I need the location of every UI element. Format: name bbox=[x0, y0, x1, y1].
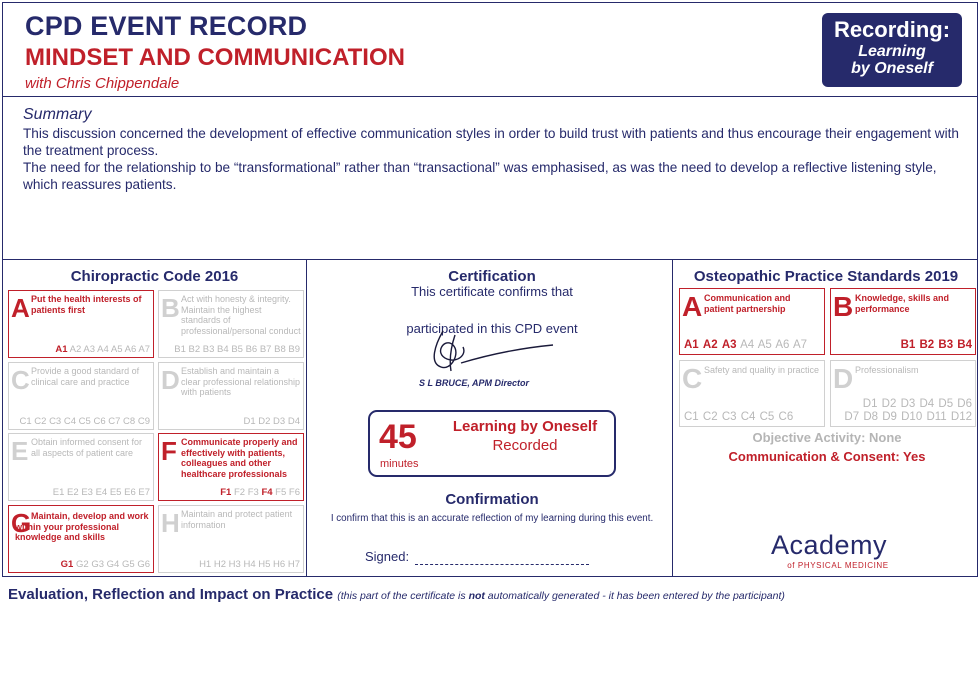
evaluation-heading bbox=[8, 586, 785, 603]
standard-code: F3 bbox=[247, 487, 259, 498]
standard-code: B4 bbox=[217, 344, 229, 355]
standard-code: B9 bbox=[288, 344, 300, 355]
box-description: Knowledge, skills and performance bbox=[855, 293, 950, 314]
standard-code: A3 bbox=[83, 344, 95, 355]
box-description: Maintain and protect patient information bbox=[181, 509, 293, 530]
box-letter: A bbox=[11, 293, 30, 323]
note-text: automatically generated - it has been entered by the participant) bbox=[484, 590, 785, 602]
osteo-box-d bbox=[830, 360, 976, 427]
standard-code: B1 bbox=[174, 344, 186, 355]
box-description: Provide a good standard of clinical care and practice bbox=[31, 366, 140, 387]
standard-code: H1 bbox=[199, 559, 212, 570]
standard-code: D12 bbox=[950, 411, 972, 423]
participated-line: participated in this CPD event bbox=[406, 321, 578, 336]
standard-code: A4 bbox=[740, 339, 755, 351]
standard-code: D3 bbox=[273, 416, 286, 427]
presenter: with Chris Chippendale bbox=[25, 75, 180, 92]
standard-code: B4 bbox=[957, 339, 972, 351]
box-letter: E bbox=[11, 436, 29, 466]
standard-code: B3 bbox=[202, 344, 215, 355]
standard-code: A7 bbox=[138, 344, 150, 355]
record-title: CPD EVENT RECORD bbox=[25, 11, 308, 41]
box-description: Act with honesty & integrity. Maintain the highest standards of professional/personal conduct bbox=[181, 294, 301, 336]
certification-heading: Certification bbox=[448, 268, 536, 285]
summary-heading: Summary bbox=[23, 106, 92, 123]
box-description: Safety and quality in practice bbox=[704, 365, 820, 375]
standard-code: C6 bbox=[93, 416, 106, 427]
chiro-box-a bbox=[8, 290, 154, 358]
standard-code: E3 bbox=[81, 487, 93, 498]
box-description: Communication and patient partnership bbox=[704, 293, 791, 314]
divider bbox=[672, 260, 673, 577]
osteo-heading: Osteopathic Practice Standards 2019 bbox=[693, 268, 959, 285]
box-letter: B bbox=[161, 293, 180, 323]
standard-code: D2 bbox=[881, 398, 897, 410]
standard-code: C8 bbox=[123, 416, 136, 427]
standard-code: F5 bbox=[275, 487, 287, 498]
header bbox=[2, 2, 978, 96]
standard-code: G4 bbox=[106, 559, 120, 570]
box-codes-row1 bbox=[863, 398, 972, 410]
standard-code: E7 bbox=[138, 487, 150, 498]
standard-code: F6 bbox=[288, 487, 300, 498]
box-codes bbox=[53, 487, 150, 498]
recording-badge bbox=[822, 13, 962, 87]
osteo-box-c bbox=[679, 360, 825, 427]
box-codes bbox=[220, 487, 300, 498]
standard-code: H6 bbox=[273, 559, 286, 570]
standard-code: C1 bbox=[19, 416, 32, 427]
osteo-box-a bbox=[679, 288, 825, 355]
chiro-box-h bbox=[158, 505, 304, 573]
standard-code: D8 bbox=[863, 411, 879, 423]
standard-code: B3 bbox=[938, 339, 954, 351]
box-codes bbox=[19, 416, 150, 427]
standard-code: D10 bbox=[901, 411, 923, 423]
standard-code: B7 bbox=[259, 344, 272, 355]
standard-code: D5 bbox=[938, 398, 954, 410]
box-codes bbox=[684, 339, 807, 351]
standard-code: H2 bbox=[213, 559, 227, 570]
box-codes bbox=[61, 559, 150, 570]
event-title: MINDSET AND COMMUNICATION bbox=[25, 44, 405, 71]
signer-name: S L BRUCE, APM Director bbox=[419, 378, 530, 388]
chiro-box-d bbox=[158, 362, 304, 430]
standard-code: C7 bbox=[108, 416, 121, 427]
standard-code: F2 bbox=[233, 487, 246, 498]
standard-code: E1 bbox=[52, 487, 65, 498]
standard-code: C2 bbox=[702, 411, 718, 423]
box-codes bbox=[243, 416, 300, 427]
standard-code: B5 bbox=[231, 344, 243, 355]
standard-code: A2 bbox=[702, 339, 718, 351]
standard-code: C5 bbox=[78, 416, 91, 427]
standard-code: H3 bbox=[228, 559, 241, 570]
standard-code: A5 bbox=[110, 344, 123, 355]
standard-code: A1 bbox=[55, 344, 68, 355]
box-letter: D bbox=[833, 363, 854, 394]
standard-code: D1 bbox=[243, 416, 256, 427]
standard-code: A1 bbox=[684, 339, 699, 351]
standard-code: C1 bbox=[684, 411, 699, 423]
standard-code: C9 bbox=[137, 416, 150, 427]
standard-code: A4 bbox=[97, 344, 109, 355]
box-description: Professionalism bbox=[855, 365, 919, 375]
objective-activity: Objective Activity: None bbox=[752, 430, 902, 445]
standard-code: H5 bbox=[258, 559, 271, 570]
chiro-box-c bbox=[8, 362, 154, 430]
summary-section bbox=[2, 96, 978, 260]
chiro-box-e bbox=[8, 433, 154, 501]
box-codes bbox=[199, 559, 300, 570]
note-text: (this part of the certificate is bbox=[337, 590, 469, 602]
standard-code: A5 bbox=[757, 339, 772, 351]
box-description: Obtain informed consent for all aspects of patient care bbox=[31, 437, 143, 458]
standard-code: C4 bbox=[63, 416, 77, 427]
standard-code: E5 bbox=[109, 487, 122, 498]
badge-line1: Recording: bbox=[833, 17, 951, 42]
duration-unit: minutes bbox=[380, 458, 419, 470]
standard-code: F4 bbox=[261, 487, 273, 498]
box-letter: C bbox=[11, 365, 30, 395]
standard-code: G1 bbox=[60, 559, 74, 570]
activity-type: Learning by Oneself bbox=[452, 418, 598, 435]
note-emphasis: not bbox=[468, 590, 485, 602]
standard-code: D11 bbox=[926, 411, 947, 423]
box-codes bbox=[174, 344, 300, 355]
box-letter: A bbox=[682, 291, 703, 322]
signed-label: Signed: bbox=[365, 549, 410, 564]
duration-box bbox=[368, 410, 616, 477]
standard-code: B8 bbox=[274, 344, 286, 355]
divider bbox=[306, 260, 307, 577]
confirmation-text: I confirm that this is an accurate reflection of my learning during this event. bbox=[330, 513, 654, 524]
standard-code: E2 bbox=[67, 487, 79, 498]
standard-code: E4 bbox=[95, 487, 108, 498]
standard-code: B2 bbox=[188, 344, 201, 355]
standard-code: D6 bbox=[957, 398, 972, 410]
box-letter: G bbox=[11, 508, 32, 538]
director-signature bbox=[421, 323, 561, 381]
chiro-box-f bbox=[158, 433, 304, 501]
box-letter: H bbox=[161, 508, 180, 538]
box-letter: B bbox=[833, 291, 854, 322]
standard-code: A7 bbox=[793, 339, 808, 351]
standard-code: E6 bbox=[124, 487, 136, 498]
standard-code: C3 bbox=[721, 411, 737, 423]
standard-code: D4 bbox=[287, 416, 300, 427]
standard-code: G3 bbox=[91, 559, 105, 570]
standard-code: D7 bbox=[844, 411, 860, 423]
signature-field[interactable] bbox=[415, 564, 589, 565]
standard-code: C2 bbox=[34, 416, 47, 427]
box-description: Communicate properly and effectively with patients, colleagues and other healthcare professionals bbox=[181, 437, 298, 479]
standard-code: F1 bbox=[220, 487, 232, 498]
standard-code: C3 bbox=[49, 416, 62, 427]
standard-code: B1 bbox=[900, 339, 916, 351]
standard-code: D1 bbox=[862, 398, 878, 410]
box-description: Put the health interests of patients first bbox=[31, 294, 142, 315]
standard-code: C5 bbox=[759, 411, 775, 423]
box-description: Establish and maintain a clear professional relationship with patients bbox=[181, 366, 301, 397]
communication-consent: Communication & Consent: Yes bbox=[728, 449, 926, 464]
standard-code: B2 bbox=[919, 339, 935, 351]
standard-code: D9 bbox=[882, 411, 897, 423]
summary-text bbox=[23, 125, 973, 193]
standard-code: A6 bbox=[775, 339, 790, 351]
standard-code: G2 bbox=[76, 559, 89, 570]
box-codes bbox=[901, 339, 972, 351]
standard-code: A6 bbox=[124, 344, 137, 355]
standard-code: C6 bbox=[778, 411, 794, 423]
box-codes-row2 bbox=[844, 411, 972, 423]
logo-name: Academy bbox=[771, 530, 888, 560]
box-description: Maintain, develop and work within your professional knowledge and skills bbox=[15, 511, 149, 542]
standards-section bbox=[2, 260, 978, 577]
standard-code: D3 bbox=[900, 398, 916, 410]
standard-code: G5 bbox=[121, 559, 135, 570]
academy-logo bbox=[771, 530, 911, 574]
logo-subtitle: of PHYSICAL MEDICINE bbox=[787, 561, 889, 570]
chiro-heading: Chiropractic Code 2016 bbox=[70, 268, 239, 285]
standard-code: G6 bbox=[137, 559, 150, 570]
standard-code: H4 bbox=[243, 559, 256, 570]
standard-code: H7 bbox=[287, 559, 300, 570]
standard-code: D2 bbox=[258, 416, 271, 427]
box-letter: F bbox=[161, 436, 177, 466]
badge-line3: by Oneself bbox=[851, 60, 933, 77]
osteo-box-b bbox=[830, 288, 976, 355]
box-letter: D bbox=[161, 365, 180, 395]
standard-code: A2 bbox=[69, 344, 82, 355]
standard-code: A3 bbox=[721, 339, 737, 351]
summary-para2: The need for the relationship to be “transformational” rather than “transactional” was emphasised, as was the need to develop a reflective listening style, which reassures patients. bbox=[23, 160, 937, 192]
badge-line2: Learning bbox=[858, 43, 926, 60]
duration-value: 45 bbox=[379, 418, 417, 456]
standard-code: B6 bbox=[245, 344, 258, 355]
standard-code: C4 bbox=[740, 411, 756, 423]
box-letter: C bbox=[682, 363, 703, 394]
standard-code: D4 bbox=[919, 398, 935, 410]
box-codes bbox=[684, 411, 793, 423]
box-codes bbox=[55, 344, 150, 355]
confirmation-heading: Confirmation bbox=[445, 491, 539, 508]
evaluation-note bbox=[337, 590, 785, 602]
evaluation-title: Evaluation, Reflection and Impact on Practice bbox=[8, 586, 334, 603]
certification-line: This certificate confirms that bbox=[411, 284, 573, 299]
summary-para1: This discussion concerned the development of effective communication styles in order to build trust with patients and thus encourage their engagement with the treatment process. bbox=[23, 126, 959, 158]
chiro-box-g bbox=[8, 505, 154, 573]
chiro-box-b bbox=[158, 290, 304, 358]
activity-status: Recorded bbox=[492, 437, 558, 454]
